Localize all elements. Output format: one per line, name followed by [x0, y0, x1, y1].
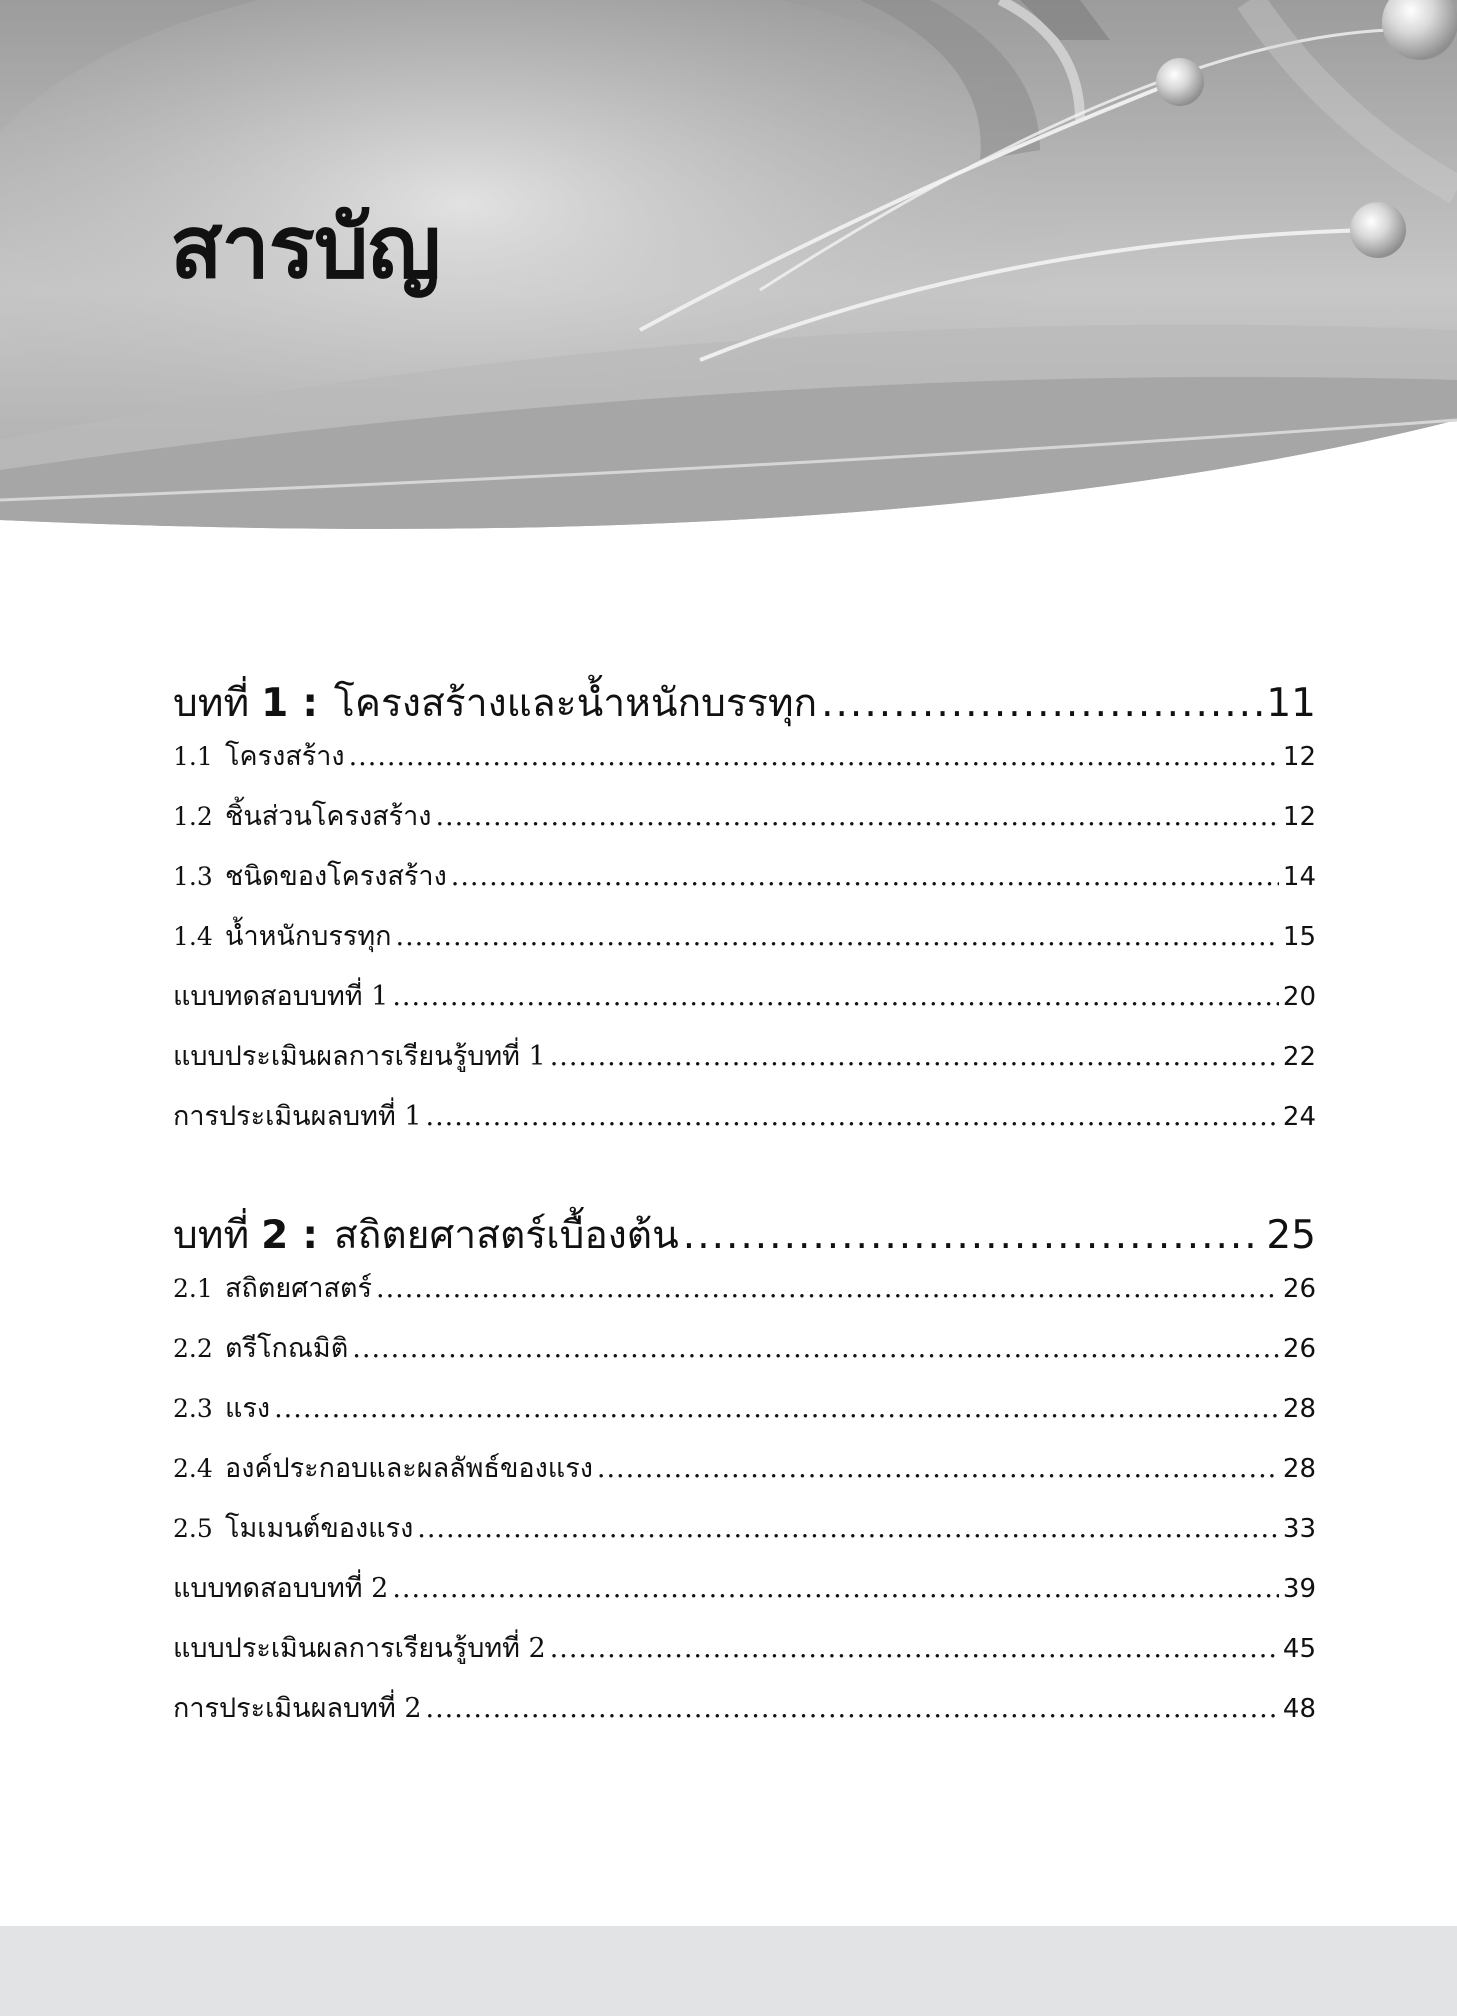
entry-page: 14 — [1282, 862, 1316, 892]
entry-page: 48 — [1282, 1694, 1316, 1724]
toc-entry[interactable] — [173, 734, 1316, 794]
dot-leader — [597, 1453, 1279, 1484]
chapter-title: สถิตยศาสตร์เบื้องต้น — [333, 1213, 679, 1258]
entry-page: 33 — [1282, 1514, 1316, 1544]
entry-page: 12 — [1282, 742, 1316, 772]
entry-title: น้ำหนักบรรทุก — [225, 921, 392, 952]
dot-leader — [396, 921, 1279, 952]
dot-leader — [349, 741, 1279, 772]
chapter-separator: : — [302, 1213, 318, 1258]
entry-number: 2.2 — [173, 1334, 213, 1363]
chapter-heading[interactable] — [173, 1204, 1316, 1266]
entry-page: 39 — [1282, 1574, 1316, 1604]
toc-entry[interactable] — [173, 1386, 1316, 1446]
entry-number: 1.2 — [173, 802, 213, 831]
chapter-number: 1 — [261, 681, 289, 726]
entry-page: 20 — [1282, 982, 1316, 1012]
toc-entry[interactable] — [173, 1686, 1316, 1746]
toc-entry[interactable] — [173, 1034, 1316, 1094]
toc-entry[interactable] — [173, 1446, 1316, 1506]
entry-title: แบบประเมินผลการเรียนรู้บทที่ 1 — [173, 1041, 546, 1072]
chapter-page: 25 — [1266, 1213, 1316, 1258]
entry-page: 26 — [1282, 1334, 1316, 1364]
entry-page: 12 — [1282, 802, 1316, 832]
chapter-heading[interactable] — [173, 672, 1316, 734]
entry-page: 45 — [1282, 1634, 1316, 1664]
chapter-number: 2 — [261, 1213, 289, 1258]
dot-leader — [821, 681, 1262, 726]
table-of-contents — [173, 672, 1316, 1746]
entry-title: การประเมินผลบทที่ 1 — [173, 1101, 422, 1132]
chapter-spacer — [173, 1154, 1316, 1204]
entry-number: 2.5 — [173, 1514, 213, 1543]
entry-title: แรง — [225, 1393, 271, 1424]
entry-title: แบบทดสอบบทที่ 2 — [173, 1573, 389, 1604]
chapter-page: 11 — [1266, 681, 1316, 726]
entry-title: โมเมนต์ของแรง — [225, 1513, 414, 1544]
chapter-prefix: บทที่ — [173, 1213, 250, 1258]
dot-leader — [426, 1693, 1279, 1724]
toc-entry[interactable] — [173, 1266, 1316, 1326]
entry-title: โครงสร้าง — [225, 741, 345, 772]
entry-page: 24 — [1282, 1102, 1316, 1132]
entry-page: 26 — [1282, 1274, 1316, 1304]
dot-leader — [417, 1513, 1279, 1544]
entry-page: 22 — [1282, 1042, 1316, 1072]
toc-entry[interactable] — [173, 854, 1316, 914]
dot-leader — [392, 981, 1279, 1012]
dot-leader — [451, 861, 1279, 892]
dot-leader — [683, 1213, 1263, 1258]
entry-title: ชนิดของโครงสร้าง — [225, 861, 447, 892]
toc-entry[interactable] — [173, 1326, 1316, 1386]
entry-title: ชิ้นส่วนโครงสร้าง — [225, 801, 432, 832]
chapter-prefix: บทที่ — [173, 681, 250, 726]
entry-number: 2.1 — [173, 1274, 213, 1303]
dot-leader — [435, 801, 1278, 832]
entry-page: 28 — [1282, 1394, 1316, 1424]
entry-number: 1.3 — [173, 862, 213, 891]
toc-entry[interactable] — [173, 1566, 1316, 1626]
dot-leader — [550, 1041, 1279, 1072]
dot-leader — [274, 1393, 1279, 1424]
dot-leader — [550, 1633, 1279, 1664]
entry-page: 28 — [1282, 1454, 1316, 1484]
entry-title: แบบทดสอบบทที่ 1 — [173, 981, 389, 1012]
entry-number: 2.4 — [173, 1454, 213, 1483]
toc-entry[interactable] — [173, 1626, 1316, 1686]
entry-title: การประเมินผลบทที่ 2 — [173, 1693, 422, 1724]
entry-number: 1.4 — [173, 922, 213, 951]
entry-title: ตรีโกณมิติ — [225, 1333, 349, 1364]
entry-title: สถิตยศาสตร์ — [225, 1273, 372, 1304]
toc-entry[interactable] — [173, 794, 1316, 854]
chapter-title: โครงสร้างและน้ำหนักบรรทุก — [333, 681, 818, 726]
chapter-separator: : — [302, 681, 318, 726]
dot-leader — [426, 1101, 1279, 1132]
dot-leader — [392, 1573, 1279, 1604]
entry-title: แบบประเมินผลการเรียนรู้บทที่ 2 — [173, 1633, 546, 1664]
toc-entry[interactable] — [173, 914, 1316, 974]
toc-entry[interactable] — [173, 974, 1316, 1034]
entry-page: 15 — [1282, 922, 1316, 952]
dot-leader — [376, 1273, 1279, 1304]
footer-bar — [0, 1926, 1457, 2016]
entry-number: 1.1 — [173, 742, 213, 771]
toc-entry[interactable] — [173, 1094, 1316, 1154]
page-title: สารบัญ — [170, 198, 440, 298]
entry-title: องค์ประกอบและผลลัพธ์ของแรง — [225, 1453, 593, 1484]
toc-entry[interactable] — [173, 1506, 1316, 1566]
dot-leader — [352, 1333, 1279, 1364]
entry-number: 2.3 — [173, 1394, 213, 1423]
